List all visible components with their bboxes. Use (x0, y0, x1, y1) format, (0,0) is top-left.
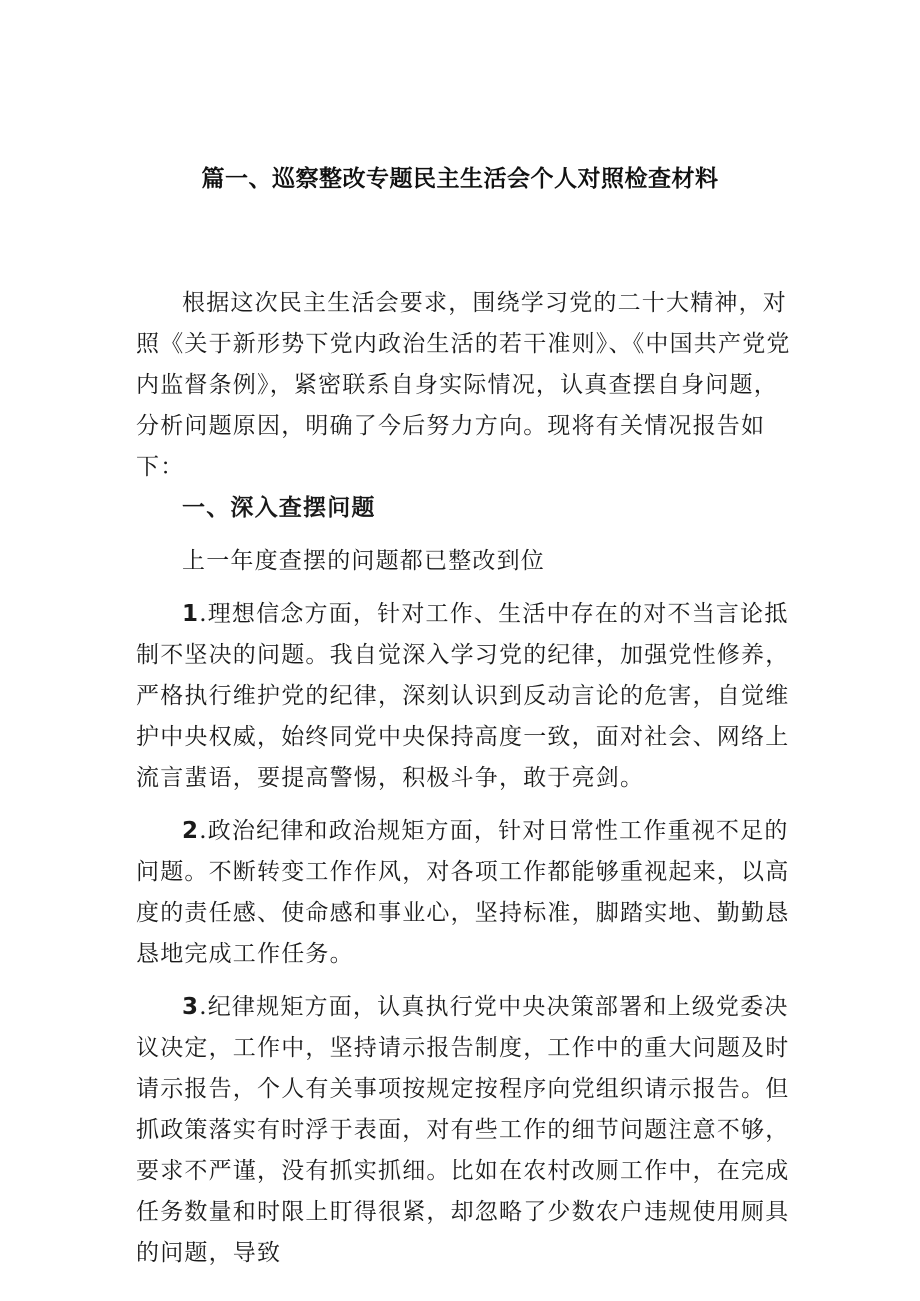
document-title: 篇一、巡察整改专题民主生活会个人对照检查材料 (201, 166, 719, 192)
intro-paragraph: 根据这次民主生活会要求，围绕学习党的二十大精神，对照《关于新形势下党内政治生活的若干准则》、《中国共产党党内监督条例》，紧密联系自身实际情况，认真查摆自身问题，分析问题原因，明确了今后努力方向。现将有关情况报告如下： (136, 290, 791, 480)
section-heading: 一、深入查摆问题 (182, 495, 376, 521)
item-number: 1 (182, 601, 200, 627)
item-text: .理想信念方面，针对工作、生活中存在的对不当言论抵制不坚决的问题。我自觉深入学习党的纪律，加强党性修养，严格执行维护党的纪律，深刻认识到反动言论的危害，自觉维护中央权威，始终同党中央保持高度一致，面对社会、网络上流言蜚语，要提高警惕，积极斗争，敢于亮剑。 (136, 601, 790, 791)
item-paragraph (136, 811, 791, 975)
item-text: .政治纪律和政治规矩方面，针对日常性工作重视不足的问题。不断转变工作作风，对各项工作都能够重视起来，以高度的责任感、使命感和事业心，坚持标准，脚踏实地、勤勤恳恳地完成工作任务。 (136, 818, 790, 967)
item-paragraph (136, 594, 791, 799)
item-paragraph (136, 987, 791, 1274)
item-number: 2 (182, 818, 200, 844)
document-body (136, 283, 791, 1274)
subline-paragraph: 上一年度查摆的问题都已整改到位 (182, 548, 545, 574)
item-text: .纪律规矩方面，认真执行党中央决策部署和上级党委决议决定，工作中，坚持请示报告制度，工作中的重大问题及时请示报告，个人有关事项按规定按程序向党组织请示报告。但抓政策落实有时浮于表面，对有些工作的细节问题注意不够，要求不严谨，没有抓实抓细。比如在农村改厕工作中，在完成任务数量和时限上盯得很紧，却忽略了少数农户违规使用厕具的问题，导致 (136, 994, 790, 1266)
item-number: 3 (182, 994, 200, 1020)
